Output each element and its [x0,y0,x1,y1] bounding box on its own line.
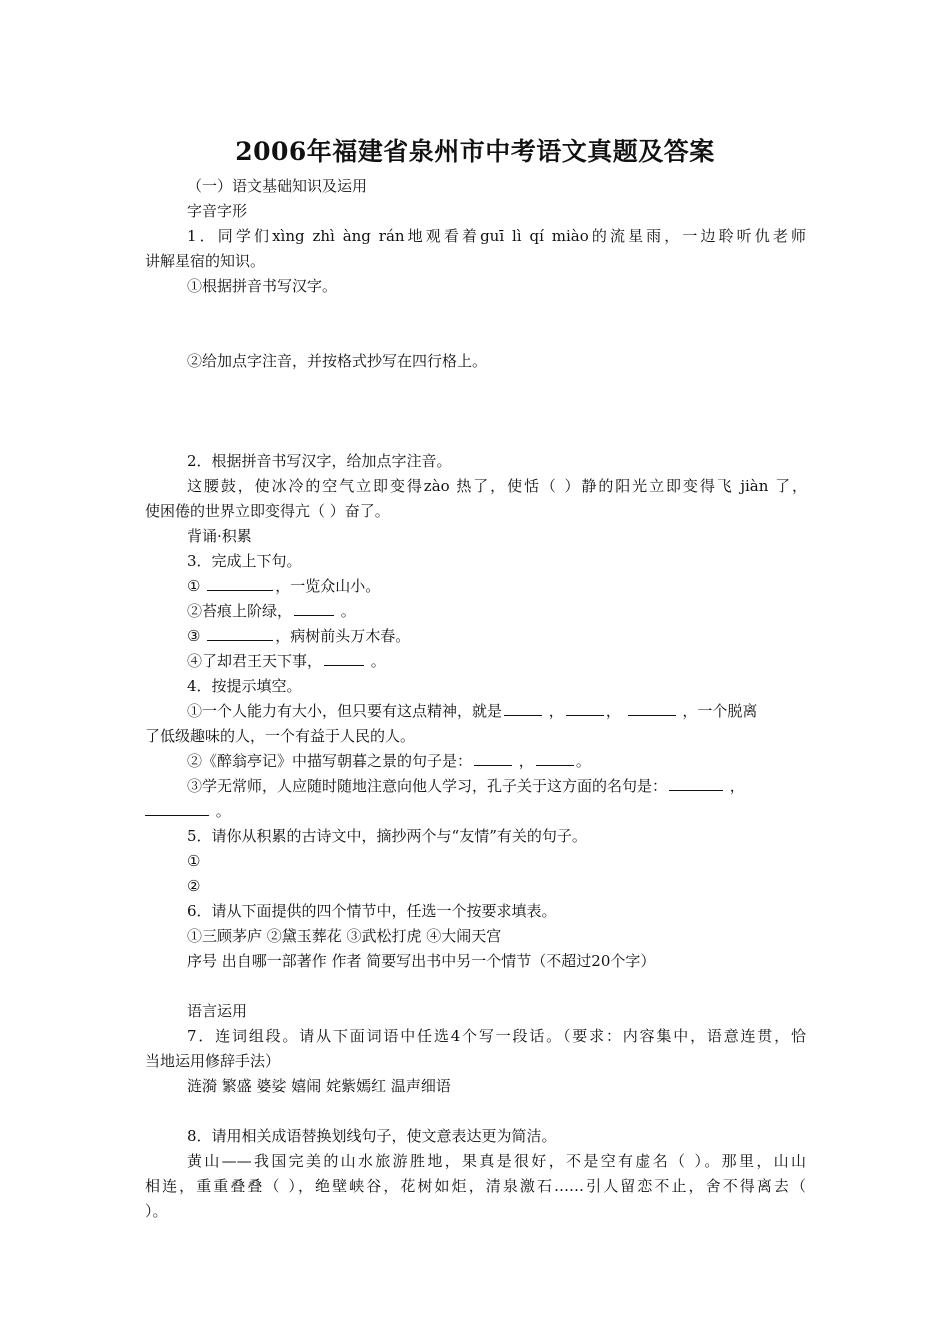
item-text: ②苔痕上阶绿， [187,602,293,620]
question-3-item-a [187,576,380,596]
item-text: ，一个脱离 [682,702,758,720]
question-3-item-b [187,601,356,621]
question-8-line-1: 8．请用相关成语替换划线句子，使文意表达更为简洁。 [187,1127,557,1145]
question-7-line-2: 当地运用修辞手法） [145,1052,281,1070]
question-4-line-1: 4．按提示填空。 [187,677,302,695]
item-text: ④了却君王天下事， [187,652,323,670]
question-4-item-c [187,776,745,796]
question-2-line-1: 2．根据拼音书写汉字，给加点字注音。 [187,452,452,470]
item-text: 。 [215,802,231,820]
item-text: ①一个人能力有大小，但只要有这点精神，就是 [187,702,503,720]
answer-blank[interactable] [566,701,604,716]
question-4-item-b [187,751,591,771]
question-8-line-2: 黄山——我国完美的山水旅游胜地，果真是很好，不是空有虚名（ ）。那里，山山 [187,1152,806,1170]
question-4-item-a-line-2: 了低级趣味的人，一个有益于人民的人。 [145,727,416,745]
item-text: 。 [340,602,356,620]
question-5-item-b: ② [187,877,201,895]
subsection-heading: 语言运用 [187,1002,248,1020]
answer-blank[interactable] [504,701,542,716]
document-title: 2006年福建省泉州市中考语文真题及答案 [235,137,715,166]
subsection-heading: 字音字形 [187,202,248,220]
item-text: ， [729,777,745,795]
answer-blank[interactable] [145,801,209,816]
answer-blank[interactable] [324,651,364,666]
question-1-line-1: 1．同学们xìng zhì àng rán地观看着guī lì qí miào的流星雨，一边聆听仇老师 [187,227,806,245]
answer-blank[interactable] [628,701,676,716]
question-1-line-2: 讲解星宿的知识。 [145,252,266,270]
section-heading: （一）语文基础知识及运用 [187,177,368,195]
question-7-line-1: 7．连词组段。请从下面词语中任选4个写一段话。（要求：内容集中，语意连贯，恰 [187,1027,806,1045]
answer-blank[interactable] [294,601,334,616]
question-3-item-c [187,626,410,646]
item-text: ， [605,702,621,720]
question-3-line-1: 3．完成上下句。 [187,552,302,570]
question-6-line-1: 6．请从下面提供的四个情节中，任选一个按要求填表。 [187,902,557,920]
item-text: ②《醉翁亭记》中描写朝暮之景的句子是： [187,752,473,770]
item-text: 。 [370,652,386,670]
question-8-line-3: 相连，重重叠叠（ ），绝壁峡谷，花树如炬，清泉激石……引人留恋不止，舍不得离去（ [145,1177,806,1195]
question-6-table-header: 序号 出自哪一部著作 作者 简要写出书中另一个情节（不超过20个字） [187,952,656,970]
item-text: ③学无常师，人应随时随地注意向他人学习，孔子关于这方面的名句是： [187,777,668,795]
question-3-item-d [187,651,386,671]
item-text: ，病树前头万木春。 [275,627,411,645]
item-text: ① [187,577,201,595]
answer-blank[interactable] [207,626,273,641]
question-4-item-c-line-2 [145,801,231,821]
question-8-line-4: ）。 [145,1202,168,1220]
item-text: ， [548,702,564,720]
answer-blank[interactable] [474,751,512,766]
item-text: ，一览众山小。 [275,577,381,595]
item-text: ③ [187,627,201,645]
question-1-sub-2: ②给加点字注音，并按格式抄写在四行格上。 [187,352,488,370]
answer-blank[interactable] [669,776,723,791]
question-2-line-3: 使困倦的世界立即变得亢（ ）奋了。 [145,502,390,520]
item-text: 。 [575,752,591,770]
question-5-item-a: ① [187,852,201,870]
question-6-options: ①三顾茅庐 ②黛玉葬花 ③武松打虎 ④大闹天宫 [187,927,502,945]
answer-blank[interactable] [536,751,574,766]
answer-blank[interactable] [207,576,273,591]
subsection-heading: 背诵·积累 [187,527,252,545]
question-7-words: 涟漪 繁盛 婆娑 嬉闹 姹紫嫣红 温声细语 [187,1077,451,1095]
item-text: ， [518,752,534,770]
question-1-sub-1: ①根据拼音书写汉字。 [187,277,338,295]
question-5-line-1: 5．请你从积累的古诗文中，摘抄两个与“友情”有关的句子。 [187,827,587,845]
question-2-line-2: 这腰鼓，使冰冷的空气立即变得zào 热了，使恬（ ）静的阳光立即变得飞 jiàn 了， [187,477,807,495]
question-4-item-a [187,701,757,721]
